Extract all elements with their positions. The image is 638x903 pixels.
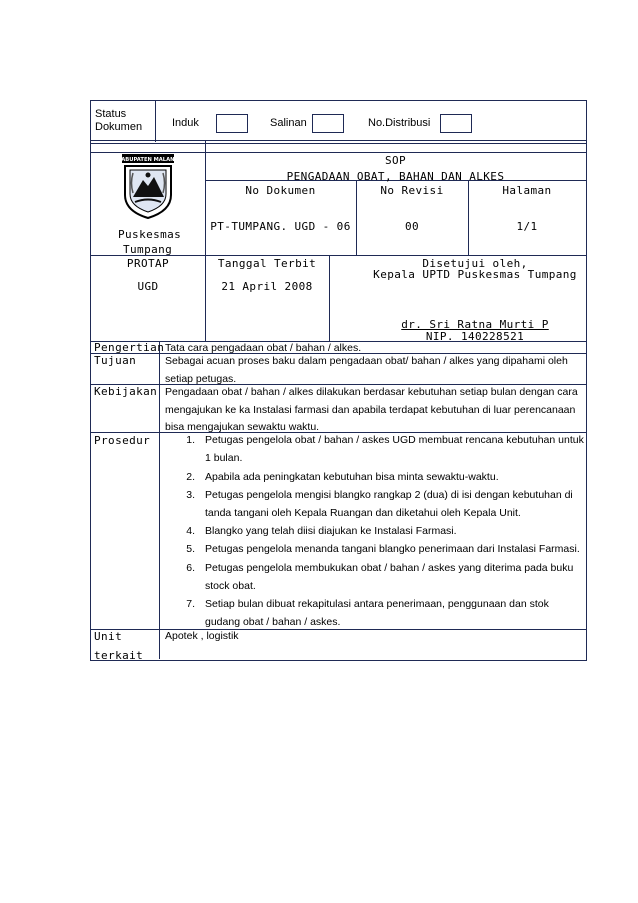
- halaman-label: Halaman: [502, 184, 552, 197]
- step-text-cont: gudang obat / bahan / askes.: [205, 616, 341, 628]
- status-label: Status: [95, 108, 127, 120]
- no-revisi-value: 00: [404, 220, 420, 233]
- unit-terkait-label: Unit: [94, 630, 123, 643]
- step-text-cont: 1 bulan.: [205, 452, 243, 464]
- induk-checkbox[interactable]: [216, 114, 248, 133]
- tujuan-label: Tujuan: [94, 354, 137, 367]
- no-dokumen-label: No Dokumen: [245, 184, 316, 197]
- kebijakan-text-2: mengajukan ke ka Instalasi farmasi dan apabila terdapat kebutuhan di luar perencanaan: [165, 404, 576, 416]
- tujuan-text: Sebagai acuan proses baku dalam pengadaan obat/ bahan / alkes yang dipahami oleh: [165, 355, 568, 367]
- label-col-divider: [159, 341, 160, 659]
- distribusi-checkbox[interactable]: [440, 114, 472, 133]
- step-number: 1.: [186, 434, 195, 446]
- signatory-nip: NIP. 140228521: [425, 330, 525, 343]
- tanggal-terbit-label: Tanggal Terbit: [217, 257, 317, 270]
- step-number: 7.: [186, 598, 195, 610]
- halaman-value: 1/1: [516, 220, 538, 233]
- unit-terkait-label-2: terkait: [94, 649, 144, 662]
- step-number: 3.: [186, 489, 195, 501]
- org-name: Puskesmas: [118, 228, 182, 241]
- step-text: Petugas pengelola mengisi blangko rangkap 2 (dua) di isi dengan kebutuhan di: [205, 489, 573, 501]
- tanggal-terbit-value: 21 April 2008: [221, 280, 313, 293]
- kepala-label: Kepala UPTD Puskesmas Tumpang: [373, 268, 577, 281]
- kabupaten-malang-logo-icon: [117, 153, 179, 219]
- disetujui-label: Disetujui oleh,: [422, 257, 528, 270]
- salinan-label: Salinan: [270, 117, 307, 129]
- step-number: 5.: [186, 543, 195, 555]
- unit-terkait-text: Apotek , logistik: [165, 630, 239, 642]
- protap-label: PROTAP: [126, 257, 170, 270]
- step-number: 2.: [186, 471, 195, 483]
- salinan-checkbox[interactable]: [312, 114, 344, 133]
- step-text: Petugas pengelola membukukan obat / bahan / askes yang diterima pada buku: [205, 562, 574, 574]
- pengertian-text: Tata cara pengadaan obat / bahan / alkes.: [165, 342, 362, 354]
- protap-divider: [329, 255, 330, 341]
- step-text-cont: stock obat.: [205, 580, 256, 592]
- step-text: Blangko yang telah diisi diajukan ke Instalasi Farmasi.: [205, 525, 457, 537]
- document-title: PENGADAAN OBAT, BAHAN DAN ALKES: [286, 170, 505, 183]
- step-text-cont: tanda tangani oleh Kepala Ruangan dan diketahui oleh Kepala Unit.: [205, 507, 521, 519]
- org-location: Tumpang: [123, 243, 173, 256]
- protap-unit: UGD: [137, 280, 159, 293]
- kebijakan-text-3: bisa mengajukan sewaktu waktu.: [165, 421, 320, 433]
- signatory-name: dr. Sri Ratna Murti P: [401, 318, 549, 331]
- logo-text: KABUPATEN MALANG: [117, 157, 179, 163]
- step-text: Setiap bulan dibuat rekapitulasi antara penerimaan, penggunaan dan stok: [205, 598, 549, 610]
- pengertian-label: Pengertian: [94, 341, 165, 354]
- step-number: 6.: [186, 562, 195, 574]
- status-label-2: Dokumen: [95, 121, 143, 133]
- no-revisi-label: No Revisi: [380, 184, 444, 197]
- kebijakan-text: Pengadaan obat / bahan / alkes dilakukan berdasar kebutuhan setiap bulan dengan cara: [165, 386, 578, 398]
- step-text: Apabila ada peningkatan kebutuhan bisa minta sewaktu-waktu.: [205, 471, 499, 483]
- tujuan-text-2: setiap petugas.: [165, 373, 237, 385]
- step-text: Petugas pengelola menanda tangani blangko penerimaan dari Instalasi Farmasi.: [205, 543, 580, 555]
- sop-label: SOP: [384, 154, 407, 167]
- induk-label: Induk: [172, 117, 199, 129]
- kebijakan-label: Kebijakan: [94, 385, 158, 398]
- no-dokumen-value: PT-TUMPANG. UGD - 06: [210, 220, 351, 233]
- distribusi-label: No.Distribusi: [368, 117, 431, 129]
- status-divider: [155, 101, 156, 142]
- step-number: 4.: [186, 525, 195, 537]
- step-text: Petugas pengelola obat / bahan / askes UGD membuat rencana kebutuhan untuk: [205, 434, 584, 446]
- prosedur-label: Prosedur: [94, 434, 151, 447]
